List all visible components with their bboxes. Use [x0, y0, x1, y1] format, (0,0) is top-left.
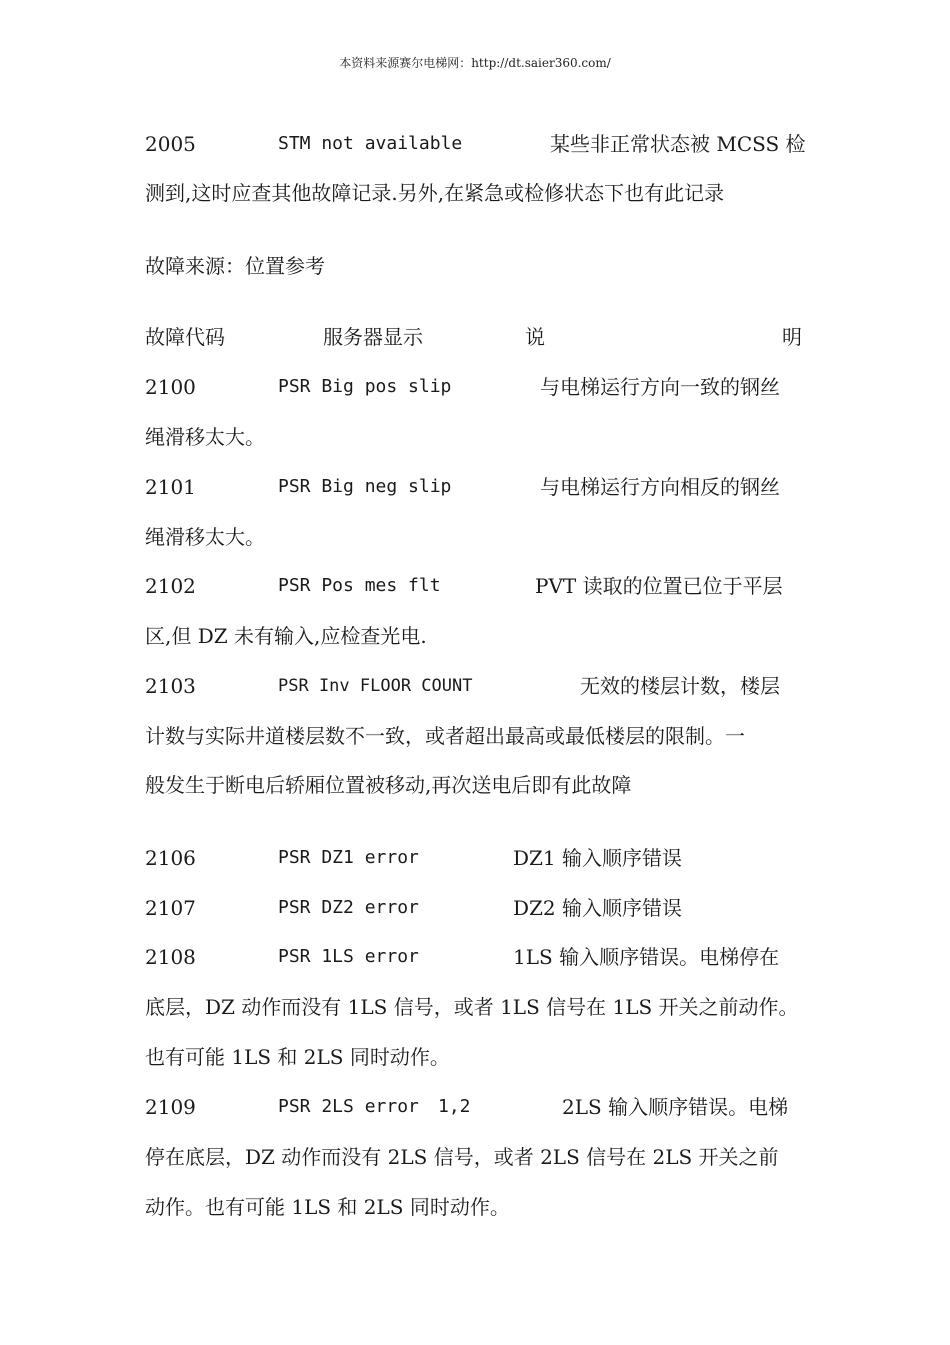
- fault-desc-cont: 测到,这时应查其他故障记录.另外,在紧急或检修状态下也有此记录: [145, 181, 725, 205]
- column-header-display: 服务器显示: [323, 325, 423, 349]
- column-header-code: 故障代码: [145, 325, 225, 349]
- fault-code: 2101: [145, 475, 196, 499]
- fault-desc: 与电梯运行方向相反的钢丝: [540, 475, 780, 499]
- fault-desc-cont: 底层，DZ 动作而没有 1LS 信号，或者 1LS 信号在 1LS 开关之前动作。: [145, 995, 799, 1019]
- fault-code: 2109: [145, 1095, 196, 1119]
- fault-code: 2102: [145, 574, 196, 598]
- fault-desc-cont: 停在底层，DZ 动作而没有 2LS 信号，或者 2LS 信号在 2LS 开关之前: [145, 1145, 779, 1169]
- fault-display: PSR Big neg slip: [278, 476, 452, 497]
- fault-desc: 2LS 输入顺序错误。电梯: [562, 1095, 789, 1119]
- fault-desc: 无效的楼层计数，楼层: [580, 674, 780, 698]
- fault-desc-cont: 也有可能 1LS 和 2LS 同时动作。: [145, 1045, 450, 1069]
- fault-display-extra: 1,2: [438, 1096, 471, 1117]
- fault-desc-cont: 般发生于断电后轿厢位置被移动,再次送电后即有此故障: [145, 773, 632, 797]
- fault-desc: 与电梯运行方向一致的钢丝: [540, 375, 780, 399]
- fault-display: PSR DZ1 error: [278, 847, 419, 868]
- column-header-desc-a: 说: [525, 325, 545, 349]
- fault-display: PSR DZ2 error: [278, 897, 419, 918]
- fault-desc-cont: 区,但 DZ 未有输入,应检查光电.: [145, 624, 427, 648]
- fault-desc-cont: 动作。也有可能 1LS 和 2LS 同时动作。: [145, 1195, 510, 1219]
- fault-desc-cont: 绳滑移太大。: [145, 425, 265, 449]
- fault-display: PSR Inv FLOOR COUNT: [278, 676, 473, 696]
- fault-display: PSR Pos mes flt: [278, 575, 441, 596]
- fault-desc: 1LS 输入顺序错误。电梯停在: [513, 945, 780, 969]
- fault-code: 2106: [145, 846, 196, 870]
- fault-display: STM not available: [278, 133, 463, 154]
- fault-display: PSR 2LS error: [278, 1096, 419, 1117]
- fault-desc: 某些非正常状态被 MCSS 检: [550, 132, 806, 156]
- column-header-desc-b: 明: [782, 325, 802, 349]
- fault-desc: PVT 读取的位置已位于平层: [535, 574, 783, 598]
- fault-desc: DZ1 输入顺序错误: [513, 846, 683, 870]
- fault-desc-cont: 绳滑移太大。: [145, 525, 265, 549]
- section-title: 故障来源：位置参考: [145, 254, 325, 278]
- fault-display: PSR 1LS error: [278, 946, 419, 967]
- fault-desc: DZ2 输入顺序错误: [513, 896, 683, 920]
- fault-display: PSR Big pos slip: [278, 376, 452, 397]
- fault-code: 2108: [145, 945, 196, 969]
- fault-code: 2005: [145, 132, 196, 156]
- fault-desc-cont: 计数与实际井道楼层数不一致，或者超出最高或最低楼层的限制。一: [145, 724, 745, 748]
- fault-code: 2107: [145, 896, 196, 920]
- page-header-source: 本资料来源赛尔电梯网：http://dt.saier360.com/: [339, 56, 611, 70]
- fault-code: 2103: [145, 674, 196, 698]
- fault-code: 2100: [145, 375, 196, 399]
